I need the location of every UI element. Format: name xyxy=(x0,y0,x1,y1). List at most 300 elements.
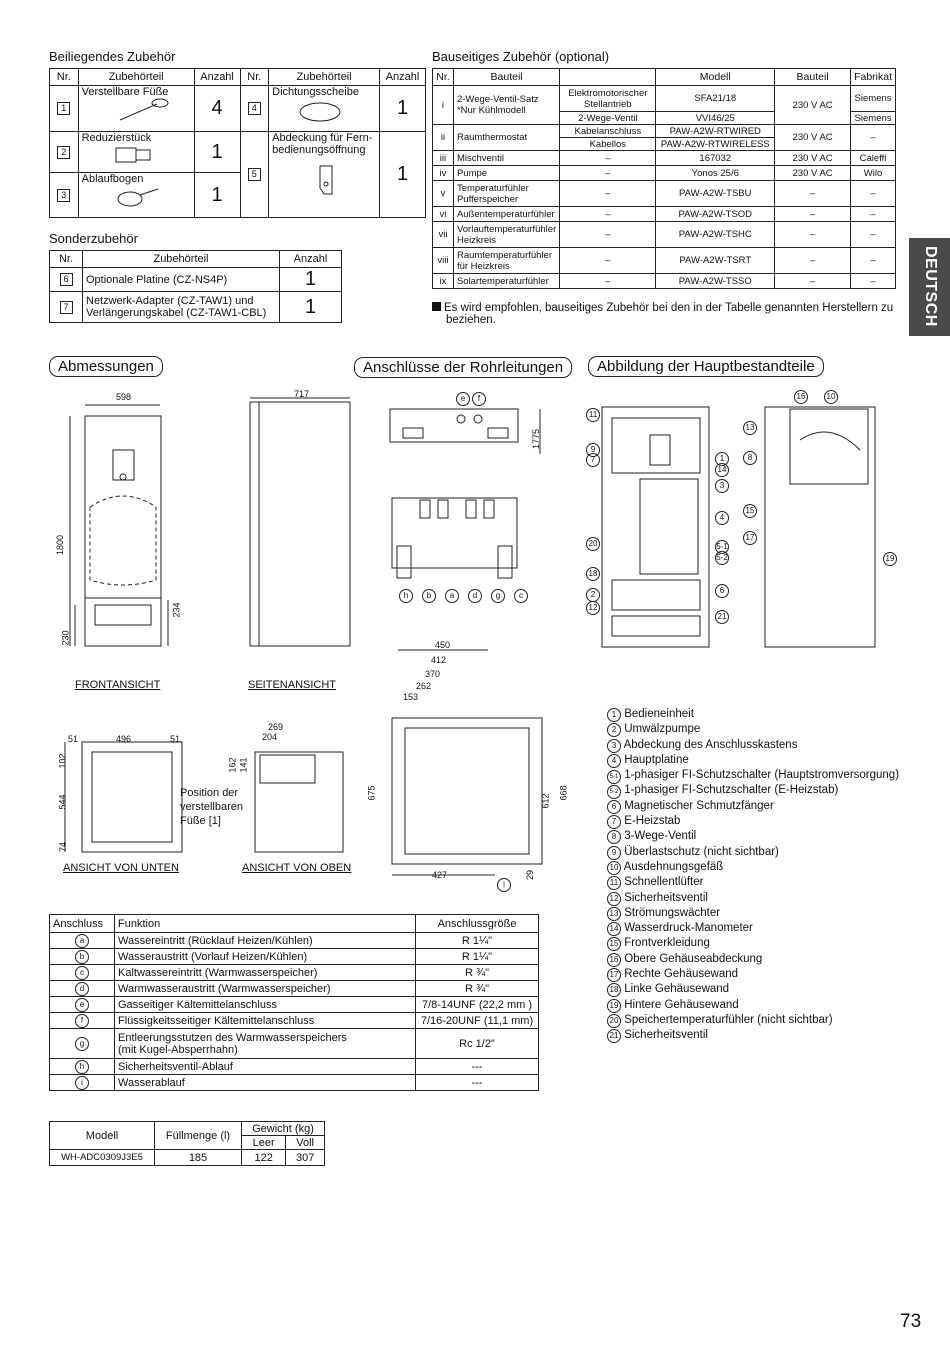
legend-text: Linke Gehäusewand xyxy=(624,983,730,996)
legend-num: 7 xyxy=(607,815,621,829)
callout: 2 xyxy=(586,588,600,602)
side-view-drawing xyxy=(250,398,350,646)
model: PAW-A2W-TSOD xyxy=(656,207,775,222)
dim-bottom-544: 544 xyxy=(57,794,68,810)
parts-callout xyxy=(586,563,600,581)
note-l1: Es wird empfohlen, bauseitiges Zubehör bei den in der Tabelle genannten Herstellern zu xyxy=(444,302,894,314)
item-qty: 1 xyxy=(280,268,342,292)
feet-l1: Position der xyxy=(180,787,239,799)
sub: – xyxy=(560,222,656,248)
sub: Kabelanschluss xyxy=(560,125,656,138)
legend-text: 1-phasiger FI-Schutzschalter (Hauptstromversorgung) xyxy=(624,769,900,782)
model: PAW-A2W-TSRT xyxy=(656,248,775,274)
sub: – xyxy=(560,248,656,274)
item-name-l1: Abdeckung für Fern- xyxy=(272,132,373,144)
conn-size: Rc 1/2" xyxy=(416,1029,539,1059)
parts-callout xyxy=(794,386,808,404)
item-name: Reduzierstück xyxy=(81,132,152,144)
dims-heading: Abmessungen xyxy=(49,356,163,377)
callout: 13 xyxy=(743,421,757,435)
legend-num: 15 xyxy=(607,937,621,951)
callout: 11 xyxy=(586,408,600,422)
conn-id: e xyxy=(75,998,89,1012)
legend-num: 14 xyxy=(607,922,621,936)
table-row xyxy=(50,997,539,1013)
th-part: Bauteil xyxy=(453,69,559,86)
conn-id: f xyxy=(75,1014,89,1028)
dim-plan-450: 450 xyxy=(435,640,451,650)
dim-top-204: 204 xyxy=(262,732,278,742)
dim-top-141: 141 xyxy=(238,757,249,773)
conn-size: 7/8-14UNF (22,2 mm ) xyxy=(416,997,539,1013)
legend-text: 3-Wege-Ventil xyxy=(624,830,697,843)
dim-bottom-102: 102 xyxy=(57,753,68,769)
parts-callout xyxy=(715,547,729,565)
conn-size: R 1¼" xyxy=(416,933,539,949)
legend-num: 18 xyxy=(607,983,621,997)
part-l1: Vorlauftemperaturfühler xyxy=(456,223,557,235)
conn-id: g xyxy=(75,1037,89,1051)
sub: – xyxy=(560,181,656,207)
feet-l3: Füße [1] xyxy=(180,815,221,827)
conn-id: c xyxy=(75,966,89,980)
dim-plan-370: 370 xyxy=(425,669,441,679)
special-title: Sonderzubehör xyxy=(49,231,138,246)
callout: 10 xyxy=(824,390,838,404)
sub-l1: Elektromotorischer xyxy=(568,87,648,99)
table-row xyxy=(433,151,896,166)
legend-text: Magnetischer Schmutzfänger xyxy=(624,799,774,812)
reducer-icon xyxy=(112,144,172,166)
list-item xyxy=(607,998,899,1013)
remote-cover-icon xyxy=(302,164,362,198)
th-function: Funktion xyxy=(115,915,416,933)
parts-callout xyxy=(586,597,600,615)
pipe-label-f xyxy=(472,388,486,406)
th-qty: Anzahl xyxy=(280,251,342,268)
dim-side-width: 717 xyxy=(294,389,310,399)
sub: – xyxy=(560,207,656,222)
brand: Siemens xyxy=(851,86,896,112)
table-row xyxy=(433,166,896,181)
th-qty: Anzahl xyxy=(194,69,240,86)
parts-side-drawing xyxy=(765,407,875,647)
callout: 12 xyxy=(586,601,600,615)
list-item xyxy=(607,921,899,936)
th-empty: Leer xyxy=(242,1136,286,1150)
conn-function-l1: Entleerungsstutzen des Warmwasserspeichers xyxy=(118,1031,347,1044)
dim-plan-427: 427 xyxy=(432,870,448,880)
legend-text: Hauptplatine xyxy=(624,753,689,766)
list-item xyxy=(607,783,899,798)
dim-bottom-51b: 51 xyxy=(170,734,181,744)
dim-front-234: 234 xyxy=(171,602,182,618)
list-item xyxy=(607,738,899,753)
front-view-label: FRONTANSICHT xyxy=(75,679,161,691)
parts-callout xyxy=(743,417,757,435)
legend-num: 19 xyxy=(607,999,621,1013)
conn-function: Wassereintritt (Rücklauf Heizen/Kühlen) xyxy=(115,933,416,949)
included-title: Beiliegendes Zubehör xyxy=(49,49,176,64)
side-view-label: SEITENANSICHT xyxy=(248,679,337,691)
th-size: Anschlussgröße xyxy=(416,915,539,933)
language-tab-label: DEUTSCH xyxy=(922,246,939,327)
voltage: 230 V AC xyxy=(775,151,851,166)
table-row xyxy=(50,1150,325,1166)
row-nr: viii xyxy=(433,248,454,274)
legend-num: 5-2 xyxy=(607,785,621,799)
parts-callout xyxy=(743,527,757,545)
conn-size: --- xyxy=(416,1075,539,1091)
conn-size: R 1¼" xyxy=(416,949,539,965)
legend-num: 9 xyxy=(607,846,621,860)
item-name-l2: bedienungsöffnung xyxy=(272,144,366,156)
top-view-drawing xyxy=(227,730,350,860)
legend-text: Schnellentlüfter xyxy=(624,876,704,889)
table-row xyxy=(50,949,539,965)
sub: – xyxy=(560,274,656,289)
legend-text: Abdeckung des Anschlusskastens xyxy=(623,738,798,751)
list-item xyxy=(607,906,899,921)
conn-function: Sicherheitsventil-Ablauf xyxy=(115,1059,416,1075)
parts-callout xyxy=(824,386,838,404)
row-nr: vii xyxy=(433,222,454,248)
pipe-front-drawing xyxy=(392,498,517,578)
legend-num: 4 xyxy=(607,754,621,768)
legend-text: 1-phasiger FI-Schutzschalter (E-Heizstab) xyxy=(624,784,839,797)
th-weight: Gewicht (kg) xyxy=(242,1122,325,1136)
table-row xyxy=(50,981,539,997)
list-item xyxy=(607,845,899,860)
brand: – xyxy=(851,274,896,289)
th-nr: Nr. xyxy=(433,69,454,86)
th-nr: Nr. xyxy=(240,69,269,86)
list-item xyxy=(607,1028,899,1043)
pipe-label-e xyxy=(456,388,470,406)
callout: 15 xyxy=(743,504,757,518)
list-item xyxy=(607,722,899,737)
item-name: Dichtungsscheibe xyxy=(272,86,359,98)
dim-plan-675: 675 xyxy=(366,785,377,801)
list-item xyxy=(607,967,899,982)
parts-callout xyxy=(715,606,729,624)
legend-text: Hintere Gehäusewand xyxy=(624,998,739,1011)
legend-text: Wasserdruck-Manometer xyxy=(624,922,753,935)
part-l2: für Heizkreis xyxy=(456,260,510,272)
callout: 16 xyxy=(794,390,808,404)
callout: 18 xyxy=(586,567,600,581)
voltage: – xyxy=(775,222,851,248)
table-row xyxy=(50,1013,539,1029)
legend-text: E-Heizstab xyxy=(624,815,681,828)
conn-id: i xyxy=(75,1076,89,1090)
table-row xyxy=(50,965,539,981)
conn-size: R ¾" xyxy=(416,981,539,997)
th-voltage: Bauteil xyxy=(775,69,851,86)
conn-function: Flüssigkeitsseitiger Kältemittelanschluss xyxy=(115,1013,416,1029)
callout-h: h xyxy=(399,589,413,603)
callout-d: d xyxy=(468,589,482,603)
callout: 5-1 xyxy=(715,540,729,554)
field-table xyxy=(432,68,896,289)
callout: 21 xyxy=(715,610,729,624)
weight-full: 307 xyxy=(286,1150,325,1166)
callout-g: g xyxy=(491,589,505,603)
table-row xyxy=(50,1075,539,1091)
conn-function: Wasserablauf xyxy=(115,1075,416,1091)
item-number: 4 xyxy=(248,102,261,115)
dim-plan-412: 412 xyxy=(431,655,447,665)
included-table xyxy=(49,68,426,218)
conn-size: 7/16-20UNF (11,1 mm) xyxy=(416,1013,539,1029)
legend-text: Bedieneinheit xyxy=(624,708,694,720)
part: Außentemperaturfühler xyxy=(453,207,559,222)
adjustable-foot-icon xyxy=(112,98,172,124)
parts-callout xyxy=(586,449,600,467)
th-model: Modell xyxy=(656,69,775,86)
part-l2: Pufferspeicher xyxy=(456,193,519,205)
legend-text: Sicherheitsventil xyxy=(624,891,708,904)
table-row xyxy=(50,86,426,132)
item-name-l1: Netzwerk-Adapter (CZ-TAW1) und xyxy=(86,295,254,307)
conn-id: h xyxy=(75,1060,89,1074)
dim-bottom-74: 74 xyxy=(58,841,69,853)
legend-num: 21 xyxy=(607,1029,621,1043)
weight-table xyxy=(49,1121,325,1166)
callout-f: f xyxy=(472,392,486,406)
weight-empty: 122 xyxy=(242,1150,286,1166)
part: Solartemperaturfühler xyxy=(453,274,559,289)
brand: – xyxy=(851,181,896,207)
table-row xyxy=(433,125,896,138)
callout: 6 xyxy=(715,584,729,598)
dim-plan-612: 612 xyxy=(540,793,551,809)
voltage: – xyxy=(775,274,851,289)
brand: – xyxy=(851,248,896,274)
list-item xyxy=(607,707,899,722)
item-number: 5 xyxy=(248,168,261,181)
legend-num: 2 xyxy=(607,723,621,737)
row-nr: ix xyxy=(433,274,454,289)
legend-text: Speichertemperaturfühler (nicht sichtbar) xyxy=(624,1013,833,1026)
callout-c: c xyxy=(514,589,528,603)
legend-text: Umwälzpumpe xyxy=(624,723,701,736)
parts-callout xyxy=(883,548,897,566)
brand: – xyxy=(851,207,896,222)
item-name: Optionale Platine (CZ-NS4P) xyxy=(83,268,280,292)
list-item xyxy=(607,860,899,875)
callout: 20 xyxy=(586,537,600,551)
model: SFA21/18 xyxy=(656,86,775,112)
callout: 5-2 xyxy=(715,551,729,565)
legend-num: 16 xyxy=(607,953,621,967)
pipes-heading: Anschlüsse der Rohrleitungen xyxy=(354,357,572,378)
row-nr: i xyxy=(433,86,454,125)
item-name: Verstellbare Füße xyxy=(81,86,169,98)
item-number: 7 xyxy=(60,301,73,314)
dim-front-width: 598 xyxy=(116,392,132,402)
top-view-label: ANSICHT VON OBEN xyxy=(242,862,352,874)
page-number: 73 xyxy=(900,1311,922,1332)
field-title: Bauseitiges Zubehör (optional) xyxy=(432,49,610,64)
conn-function: Warmwasseraustritt (Warmwasserspeicher) xyxy=(115,981,416,997)
dim-bottom-496: 496 xyxy=(116,734,132,744)
table-row xyxy=(433,86,896,112)
th-part: Zubehörteil xyxy=(269,69,380,86)
legend-text: Strömungswächter xyxy=(624,906,721,919)
legend-num: 3 xyxy=(607,739,621,753)
voltage: – xyxy=(775,207,851,222)
legend-num: 6 xyxy=(607,800,621,814)
legend-text: Sicherheitsventil xyxy=(624,1029,708,1042)
th-model: Modell xyxy=(50,1122,155,1150)
parts-callout xyxy=(743,500,757,518)
callout-a: a xyxy=(445,589,459,603)
conn-function-l2: (mit Kugel-Absperrhahn) xyxy=(118,1043,238,1056)
dim-top-269: 269 xyxy=(268,722,284,732)
legend-num: 5-1 xyxy=(607,770,621,784)
pipe-callouts xyxy=(399,589,528,603)
legend-num: 17 xyxy=(607,968,621,982)
gasket-icon xyxy=(292,98,352,124)
voltage: 230 V AC xyxy=(775,86,851,125)
legend-num: 1 xyxy=(607,708,621,722)
voltage: – xyxy=(775,181,851,207)
bottom-view-drawing xyxy=(57,730,200,860)
parts-callout xyxy=(715,580,729,598)
callout: 3 xyxy=(715,479,729,493)
conn-size: R ¾" xyxy=(416,965,539,981)
drain-elbow-icon xyxy=(112,185,172,209)
model: PAW-A2W-RTWIRELESS xyxy=(656,138,775,151)
callout: 9 xyxy=(586,443,600,457)
model: PAW-A2W-RTWIRED xyxy=(656,125,775,138)
th-sub xyxy=(560,69,656,86)
item-qty: 1 xyxy=(380,86,426,132)
parts-callout xyxy=(586,533,600,551)
voltage: – xyxy=(775,248,851,274)
legend-text: Ausdehnungsgefäß xyxy=(623,860,724,873)
callout: 14 xyxy=(715,463,729,477)
model: 167032 xyxy=(656,151,775,166)
parts-legend xyxy=(607,707,899,1044)
list-item xyxy=(607,936,899,951)
list-item xyxy=(607,891,899,906)
dim-plan-153: 153 xyxy=(403,692,419,702)
feet-l2: verstellbaren xyxy=(180,801,243,813)
th-full: Voll xyxy=(286,1136,325,1150)
list-item xyxy=(607,1013,899,1028)
conn-function: Gasseitiger Kältemittelanschluss xyxy=(115,997,416,1013)
model: PAW-A2W-TSBU xyxy=(656,181,775,207)
item-number: 1 xyxy=(57,102,70,115)
th-nr: Nr. xyxy=(50,69,79,86)
dim-top-162: 162 xyxy=(227,757,238,773)
dim-plan-29: 29 xyxy=(525,869,536,881)
callout-b: b xyxy=(422,589,436,603)
legend-num: 13 xyxy=(607,907,621,921)
model: VVI46/25 xyxy=(656,112,775,125)
table-row xyxy=(433,207,896,222)
legend-num: 11 xyxy=(607,876,621,890)
dim-pipe-1775: 1775 xyxy=(531,428,542,450)
note-bullet-icon xyxy=(432,302,441,311)
parts-front-drawing xyxy=(602,407,709,647)
callout-i: i xyxy=(497,878,511,892)
special-table xyxy=(49,250,342,323)
field-note xyxy=(432,302,902,326)
legend-num: 8 xyxy=(607,830,621,844)
conn-id: a xyxy=(75,934,89,948)
dim-front-230: 230 xyxy=(60,630,71,646)
model: PAW-A2W-TSSO xyxy=(656,274,775,289)
table-row xyxy=(433,222,896,248)
dim-bottom-51a: 51 xyxy=(68,734,79,744)
list-item xyxy=(607,799,899,814)
language-tab xyxy=(909,238,950,336)
table-row xyxy=(433,248,896,274)
callout-e: e xyxy=(456,392,470,406)
weight-fill: 185 xyxy=(155,1150,242,1166)
conn-function: Wasseraustritt (Vorlauf Heizen/Kühlen) xyxy=(115,949,416,965)
sub: 2-Wege-Ventil xyxy=(560,112,656,125)
item-qty: 1 xyxy=(194,132,240,173)
model: Yonos 25/6 xyxy=(656,166,775,181)
brand: – xyxy=(851,222,896,248)
model: PAW-A2W-TSHC xyxy=(656,222,775,248)
item-qty: 4 xyxy=(194,86,240,132)
legend-text: Frontverkleidung xyxy=(624,937,710,950)
th-part: Zubehörteil xyxy=(78,69,194,86)
connections-table xyxy=(49,914,539,1091)
parts-callout xyxy=(715,507,729,525)
list-item xyxy=(607,952,899,967)
part: Raumthermostat xyxy=(453,125,559,151)
brand: Wilo xyxy=(851,166,896,181)
callout: 19 xyxy=(883,552,897,566)
dim-plan-262: 262 xyxy=(416,681,432,691)
part: Pumpe xyxy=(453,166,559,181)
note-l2: beziehen. xyxy=(446,314,496,326)
conn-size: --- xyxy=(416,1059,539,1075)
table-row xyxy=(433,181,896,207)
conn-id: d xyxy=(75,982,89,996)
plan-view-drawing xyxy=(370,640,580,890)
item-number: 3 xyxy=(57,189,70,202)
brand: Siemens xyxy=(851,112,896,125)
item-number: 2 xyxy=(57,146,70,159)
table-row xyxy=(50,1029,539,1059)
callout: 4 xyxy=(715,511,729,525)
callout: 8 xyxy=(743,451,757,465)
sub: – xyxy=(560,166,656,181)
parts-callout xyxy=(743,447,757,465)
row-nr: ii xyxy=(433,125,454,151)
sub-l2: Stellantrieb xyxy=(584,98,632,110)
item-qty: 1 xyxy=(194,173,240,218)
brand: – xyxy=(851,125,896,151)
plan-callout-i xyxy=(497,874,511,892)
list-item xyxy=(607,753,899,768)
table-row xyxy=(50,132,426,173)
legend-text: Überlastschutz (nicht sichtbar) xyxy=(624,845,779,858)
dim-plan-668: 668 xyxy=(558,785,569,801)
list-item xyxy=(607,875,899,890)
callout: 7 xyxy=(586,453,600,467)
voltage: 230 V AC xyxy=(775,166,851,181)
item-qty: 1 xyxy=(280,292,342,323)
th-part: Zubehörteil xyxy=(83,251,280,268)
